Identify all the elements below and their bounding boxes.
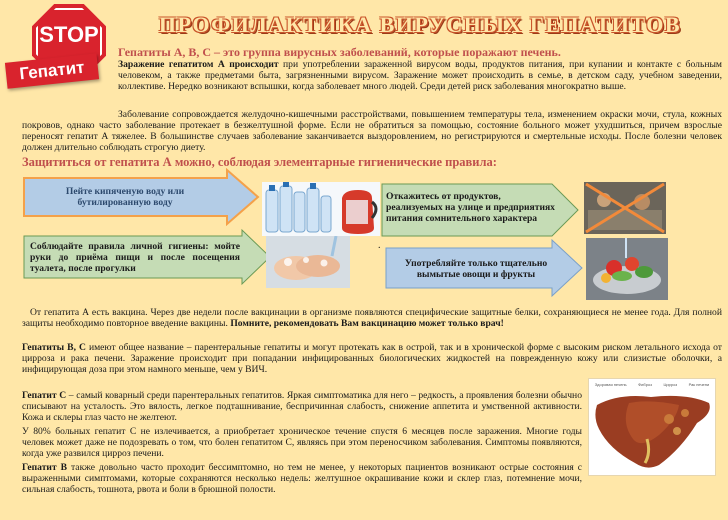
arrow-wash-vegetables	[384, 238, 584, 298]
water-bottles-photo	[262, 182, 380, 236]
stray-dot: .	[378, 240, 381, 251]
arrow-street-food-text: Откажитесь от продуктов, реализуемых на улице и предприятиях питания сомнительного характера	[386, 191, 555, 224]
vaccine-text: От гепатита А есть вакцина. Через две недели после вакцинации в организме появляются специфические защитные белки, сохраняющиеся не менее года. Для полной защиты необходимо повторное введение вакцины.	[22, 307, 722, 329]
protect-heading: Защититься от гепатита А можно, соблюдая элементарные гигиенические правила:	[22, 155, 497, 169]
hepatitis-bc-lead: Гепатиты В, С	[22, 342, 86, 353]
liver-stages-image	[588, 378, 716, 476]
arrow-water-text: Пейте кипяченую воду или бутилированную воду	[65, 186, 185, 208]
stop-sign-text: STOP	[39, 22, 99, 47]
hepatitis-b-lead: Гепатит В	[22, 462, 68, 473]
liver-label-healthy: Здоровая печень	[594, 382, 627, 387]
hepatitis-b-text: также довольно часто проходит бессимптомно, но тем не менее, у некоторых пациентов возникают острые состояния с выраженными симптомами, которые сохраняются несколько недель: желтушное окрашивание кожи и склер глаз, потемнение мочи, сильная слабость, тошнота, рвота и боли в брюшной полости.	[22, 462, 582, 495]
hepatitis-b-paragraph	[22, 462, 582, 495]
hepatitis-bc-paragraph	[22, 342, 722, 375]
vegetables-photo	[586, 238, 668, 300]
hepatitis-c-text: – самый коварный среди парентеральных гепатитов. Яркая симптоматика для него – редкость, а проявления болезни обычно списывают на усталость. Это вялость, легкое подташнивание, беспричинная слабость, снижение аппетита и умственной активности. Кожа и склеры глаз часто не желтеют.	[22, 390, 582, 423]
liver-label-cirrhosis: Цирроз	[663, 382, 678, 387]
intro-paragraph	[118, 59, 722, 92]
intro-lead-rest: при употреблении зараженной вирусом воды, продуктов питания, при купании и контакте с больным человеком, а также предметами быта, загрязненными вирусом. Заражение может происходить в семье, в детском саду, учебном заведении, коллективе. Нередко возникают вспышки, когда заболевает много людей. Среди детей риск заболевания многократно выше.	[118, 59, 722, 92]
liver-label-cancer: Рак печени	[688, 382, 710, 387]
hand-washing-photo	[266, 236, 350, 288]
street-food-photo	[584, 182, 666, 234]
arrow-wash-hands	[22, 228, 272, 286]
liver-label-fibrosis: Фиброз	[638, 382, 652, 387]
arrow-boiled-water	[22, 168, 260, 226]
intro-paragraph-2: Заболевание сопровождается желудочно-кишечными расстройствами, повышением температуры тела, изменением окраски мочи, стула, кожных покровов, однако часто заболевание протекает в безжелтушной форме. Если не обратиться за помощью, состояние больного может ухудшиться, причем взрослые переносят гепатит А тяжелее. В большинстве случаев заболевание заканчивается выздоровлением, но регистрируются и смертельные исходы. После болезни человек должен длительно соблюдать строгую диету.	[22, 109, 722, 153]
intro-heading: Гепатиты А, В, С – это группа вирусных заболеваний, которые поражают печень.	[118, 45, 561, 59]
hepatitis-c-paragraph-2: У 80% больных гепатит С не излечивается, а приобретает хроническое течение спустя 6 месяцев после заражения. Многие годы человек может даже не подозревать о том, что болен гепатитом С, являясь при этом переносчиком заболевания. Симптомы появляются, когда уже развился цирроз печени.	[22, 426, 582, 459]
hepatitis-c-lead: Гепатит С	[22, 390, 67, 401]
hepatitis-bc-text: имеют общее название – парентеральные гепатиты и могут протекать как в острой, так и в хронической форме с высоким риском летального исхода от цирроза и рака печени. Заражение происходит при попадании инфицированных биологических жидкостей на поврежденную кожу или слизистые оболочки, а инфицирующая доза при этом намного меньше, чем у ВИЧ.	[22, 342, 722, 375]
arrow-hands-text: Соблюдайте правила личной гигиены: мойте руки до приёма пищи и после посещения туалета, после прогулки	[30, 241, 240, 274]
arrow-vegetables-text: Употребляйте только тщательно вымытые овощи и фрукты	[404, 258, 548, 280]
arrow-street-food	[380, 182, 580, 238]
stop-sign-image	[2, 2, 114, 98]
page-title: ПРОФИЛАКТИКА ВИРУСНЫХ ГЕПАТИТОВ	[158, 12, 682, 37]
intro-lead: Заражение гепатитом А происходит	[118, 59, 279, 70]
vaccine-bold: Помните, рекомендовать Вам вакцинацию может только врач!	[230, 318, 504, 329]
hepatitis-c-paragraph	[22, 390, 582, 423]
vaccine-paragraph	[22, 307, 722, 329]
stop-sign-label: Гепатит	[5, 53, 99, 88]
